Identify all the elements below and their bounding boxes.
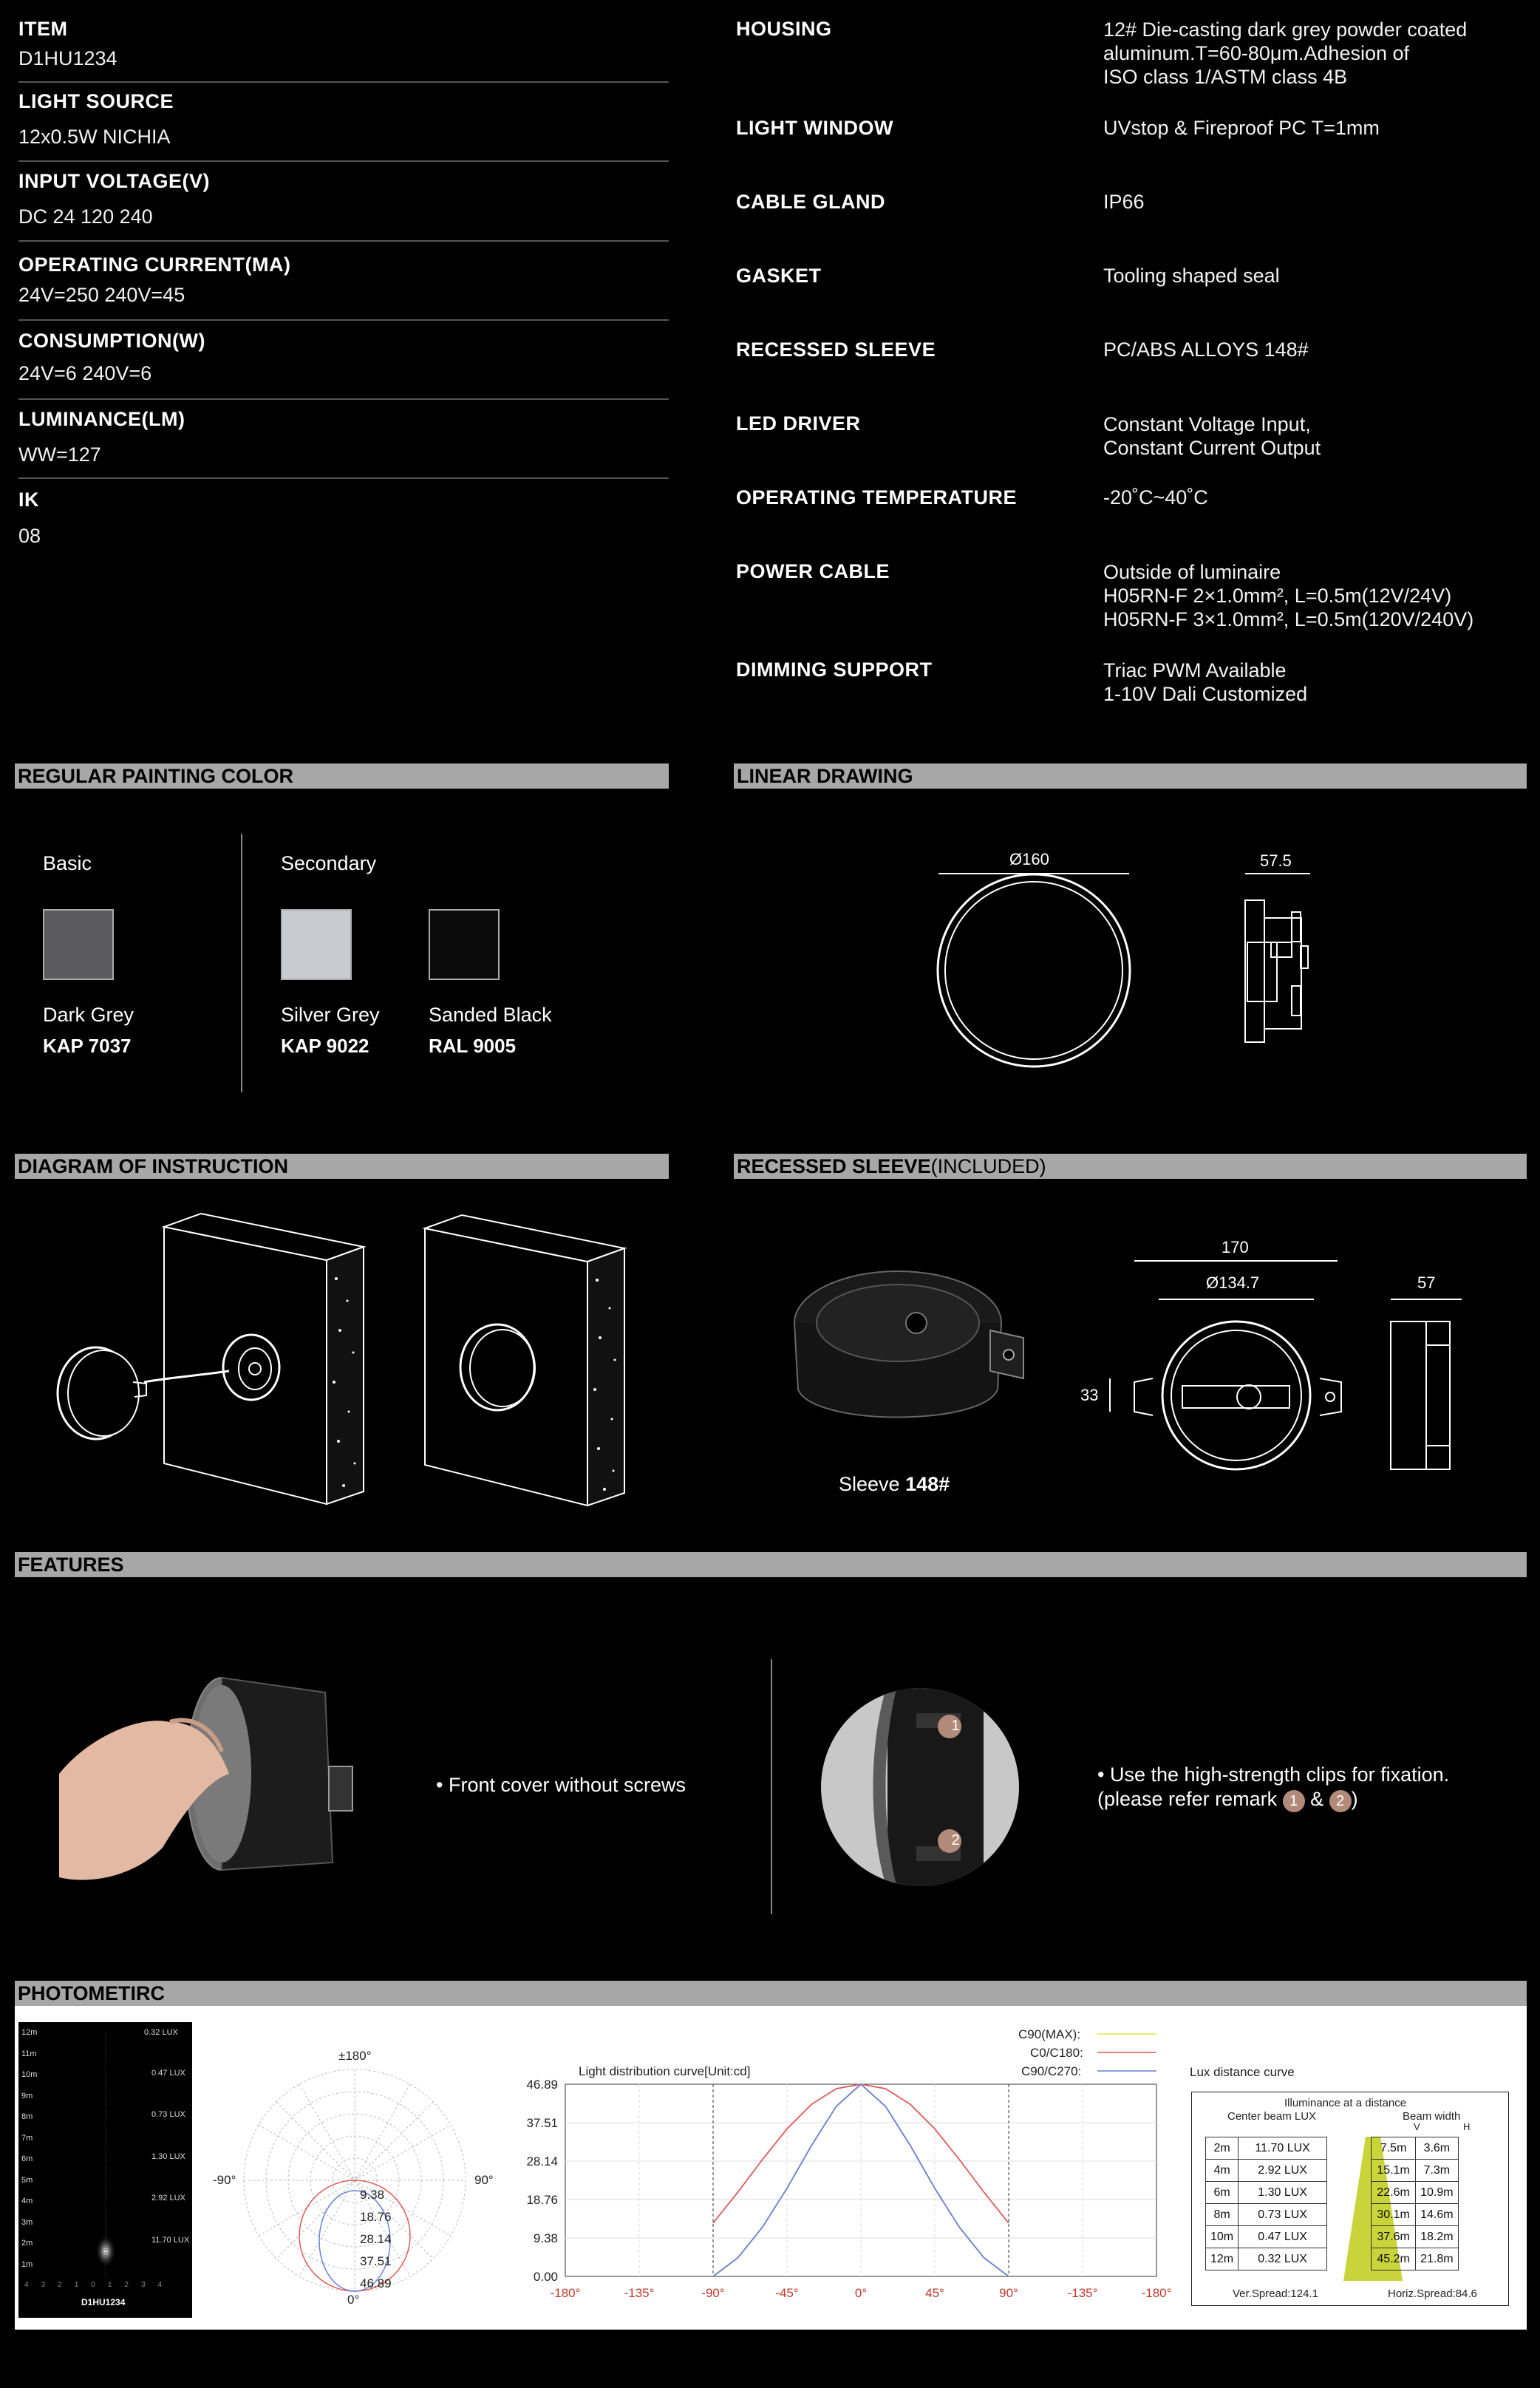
lux-table-row: [1206, 2182, 1459, 2204]
section-bar-painting: REGULAR PAINTING COLOR: [15, 763, 669, 789]
lux-cell-lux: 11.70 LUX: [1239, 2137, 1327, 2160]
spec-value-dimming-support: Triac PWM Available 1-10V Dali Customized: [1103, 659, 1308, 705]
lux-table-row: [1206, 2204, 1459, 2226]
section-bar-photometric: PHOTOMETIRC: [15, 1981, 1527, 2006]
spec-label-housing: HOUSING: [736, 18, 832, 40]
chart-y-tick: 9.38: [533, 2231, 558, 2245]
lux-table-row: [1206, 2137, 1459, 2160]
lux-map-value-4: 2.92 LUX: [151, 2194, 185, 2202]
spec-value-light-source: 12x0.5W NICHIA: [18, 126, 171, 148]
section-bar-linear: LINEAR DRAWING: [734, 763, 1527, 789]
lux-cell-gap: [1327, 2182, 1372, 2204]
polar-top: ±180°: [338, 2049, 372, 2063]
feature-clip-image: [817, 1684, 1023, 1891]
feature-hand-image: [59, 1663, 377, 1899]
lux-header-1: Illuminance at a distance: [1284, 2097, 1407, 2109]
lux-cell-d: 10m: [1206, 2226, 1239, 2248]
spec-value-gasket: Tooling shaped seal: [1103, 265, 1280, 287]
polar-ring-3: 37.51: [360, 2254, 392, 2268]
lux-cell-lux: 2.92 LUX: [1239, 2160, 1327, 2182]
lux-cell-h: 7.3m: [1416, 2160, 1458, 2182]
spec-label-dimming-support: DIMMING SUPPORT: [736, 659, 933, 681]
lux-cell-h: 18.2m: [1416, 2226, 1458, 2248]
polar-right: 90°: [474, 2173, 494, 2187]
lux-table-box: [1191, 2092, 1509, 2306]
linear-drawing: [916, 843, 1360, 1138]
remark-marker-1: 1: [1283, 1790, 1305, 1812]
lux-map-row-label: 3m: [21, 2217, 33, 2227]
chart-x-tick: -135°: [624, 2286, 655, 2300]
features-divider: [771, 1659, 772, 1914]
lux-cell-h: 10.9m: [1416, 2182, 1458, 2204]
spec-value-luminance: WW=127: [18, 443, 101, 466]
spec-label-ik: IK: [18, 489, 39, 511]
color-divider: [241, 834, 242, 1092]
swatch-code-silver-grey: KAP 9022: [281, 1035, 369, 1057]
sleeve-diameter: Ø134.7: [1206, 1273, 1260, 1292]
lux-table-row: [1206, 2248, 1459, 2270]
section-bar-sleeve: RECESSED SLEEVE(INCLUDED): [734, 1154, 1527, 1179]
lux-map-item: D1HU1234: [81, 2297, 126, 2307]
chart-x-tick: 90°: [999, 2286, 1018, 2300]
lux-header-center: Center beam LUX: [1227, 2110, 1317, 2123]
lux-cell-d: 4m: [1206, 2160, 1239, 2182]
lux-cell-d: 12m: [1206, 2248, 1239, 2270]
lux-map-row-label: 7m: [21, 2133, 33, 2143]
lux-cell-gap: [1327, 2160, 1372, 2182]
lux-map-row-label: 9m: [21, 2091, 33, 2100]
section-bar-instruction: DIAGRAM OF INSTRUCTION: [15, 1154, 669, 1179]
lux-cell-d: 8m: [1206, 2204, 1239, 2226]
lux-cell-gap: [1327, 2204, 1372, 2226]
lux-cell-v: 37.6m: [1372, 2226, 1416, 2248]
swatch-name-silver-grey: Silver Grey: [281, 1004, 380, 1026]
polar-ring-0: 9.38: [360, 2188, 385, 2202]
polar-left: -90°: [213, 2173, 236, 2187]
chart-x-tick: 45°: [925, 2286, 944, 2300]
spec-label-light-source: LIGHT SOURCE: [18, 90, 174, 112]
spec-value-recessed-sleeve: PC/ABS ALLOYS 148#: [1103, 339, 1309, 361]
chart-x-tick: -180°: [1141, 2286, 1172, 2300]
lux-cell-v: 7.5m: [1372, 2137, 1416, 2160]
lux-header-v: V: [1414, 2121, 1420, 2132]
spec-label-consumption: CONSUMPTION(W): [18, 330, 205, 352]
lux-cell-v: 30.1m: [1372, 2204, 1416, 2226]
lux-cell-lux: 0.47 LUX: [1239, 2226, 1327, 2248]
lux-hor-spread: Horiz.Spread:84.6: [1388, 2287, 1477, 2300]
spec-value-input-voltage: DC 24 120 240: [18, 205, 153, 228]
spec-value-light-window: UVstop & Fireproof PC T=1mm: [1103, 117, 1380, 139]
sleeve-height: 33: [1080, 1386, 1099, 1404]
lux-table-row: [1206, 2160, 1459, 2182]
feature-front-cover: • Front cover without screws: [436, 1774, 686, 1796]
spec-value-power-cable: Outside of luminaire H05RN-F 2×1.0mm², L=0.5m(12V/24V) H05RN-F 3×1.0mm², L=0.5m(120V/240V): [1103, 561, 1474, 630]
sleeve-illustration: [769, 1212, 1035, 1486]
lux-map-value-5: 11.70 LUX: [151, 2236, 190, 2245]
spec-label-cable-gland: CABLE GLAND: [736, 191, 885, 213]
chart-x-tick: -45°: [775, 2286, 799, 2300]
spec-value-ik: 08: [18, 525, 41, 547]
secondary-label: Secondary: [281, 852, 377, 874]
legend-swatches: [1097, 2025, 1160, 2077]
lux-cell-h: 21.8m: [1416, 2248, 1458, 2270]
lux-map-value-0: 0.32 LUX: [144, 2028, 178, 2037]
lux-cell-d: 6m: [1206, 2182, 1239, 2204]
linear-depth: 57.5: [1260, 851, 1292, 870]
chart-title: Light distribution curve[Unit:cd]: [579, 2064, 751, 2078]
lux-table: [1205, 2137, 1459, 2270]
legend-c90c270: C90/C270:: [1021, 2064, 1082, 2078]
lux-table-row: [1206, 2226, 1459, 2248]
polar-ring-2: 28.14: [360, 2232, 392, 2246]
lux-cell-v: 15.1m: [1372, 2160, 1416, 2182]
chart-x-tick: -90°: [701, 2286, 725, 2300]
spec-label-power-cable: POWER CABLE: [736, 560, 890, 582]
lux-map-xaxis: 432101234: [24, 2281, 175, 2289]
lux-map-row-label: 1m: [21, 2259, 33, 2269]
spec-label-operating-current: OPERATING CURRENT(MA): [18, 254, 291, 276]
spec-value-housing: 12# Die-casting dark grey powder coated aluminum.T=60-80μm.Adhesion of ISO class 1/ASTM class 4B: [1103, 18, 1468, 88]
chart-y-tick: 28.14: [526, 2154, 558, 2168]
swatch-silver-grey: [281, 909, 352, 980]
linear-diameter: Ø160: [1009, 850, 1049, 868]
swatch-sanded-black: [429, 909, 500, 980]
spec-label-luminance: LUMINANCE(LM): [18, 408, 185, 430]
spec-label-operating-temperature: OPERATING TEMPERATURE: [736, 486, 1018, 508]
lux-map-value-2: 0.73 LUX: [151, 2110, 185, 2119]
lux-map: [18, 2022, 192, 2318]
spec-label-item: ITEM: [18, 18, 68, 40]
spec-value-led-driver: Constant Voltage Input, Constant Current Output: [1103, 413, 1321, 459]
lux-cell-gap: [1327, 2137, 1372, 2160]
spec-value-consumption: 24V=6 240V=6: [18, 362, 152, 384]
lux-map-row-label: 11m: [21, 2049, 37, 2058]
chart-x-tick: 0°: [854, 2286, 868, 2300]
lux-cell-lux: 0.73 LUX: [1239, 2204, 1327, 2226]
lux-map-value-1: 0.47 LUX: [151, 2069, 185, 2078]
chart-x-tick: -135°: [1067, 2286, 1098, 2300]
lux-map-row-label: 8m: [21, 2112, 33, 2121]
legend-c0c180: C0/C180:: [1030, 2046, 1083, 2060]
lux-cell-v: 22.6m: [1372, 2182, 1416, 2204]
clip-marker-2: 2: [951, 1832, 960, 1848]
polar-bottom: 0°: [347, 2293, 360, 2307]
lux-table-title: Lux distance curve: [1190, 2065, 1295, 2079]
lux-map-row-label: 5m: [21, 2175, 33, 2185]
spec-label-gasket: GASKET: [736, 265, 822, 287]
sleeve-side: 57: [1417, 1273, 1436, 1292]
legend-c90max: C90(MAX):: [1018, 2027, 1081, 2041]
lux-cell-h: 3.6m: [1416, 2137, 1458, 2160]
spec-value-item: D1HU1234: [18, 47, 117, 69]
polar-ring-4: 46.89: [360, 2276, 392, 2290]
lux-map-row-label: 6m: [21, 2154, 33, 2163]
chart-y-tick: 37.51: [526, 2116, 558, 2130]
lux-map-row-label: 12m: [21, 2028, 38, 2037]
chart-x-tick: -180°: [550, 2286, 581, 2300]
lux-cell-d: 2m: [1206, 2137, 1239, 2160]
spec-label-recessed-sleeve: RECESSED SLEEVE: [736, 339, 936, 361]
lux-cell-lux: 0.32 LUX: [1239, 2248, 1327, 2270]
lux-map-row-label: 2m: [21, 2239, 33, 2248]
chart-y-tick: 46.89: [526, 2078, 558, 2092]
lux-map-row-label: 4m: [21, 2197, 33, 2205]
spec-label-light-window: LIGHT WINDOW: [736, 117, 893, 139]
clip-marker-1: 1: [951, 1718, 960, 1734]
spec-label-led-driver: LED DRIVER: [736, 412, 861, 435]
lux-ver-spread: Ver.Spread:124.1: [1233, 2287, 1318, 2300]
spec-value-cable-gland: IP66: [1103, 191, 1145, 213]
lux-header-h: H: [1463, 2121, 1471, 2132]
remark-marker-2: 2: [1329, 1790, 1352, 1812]
instruction-diagram: [44, 1212, 636, 1508]
swatch-name-dark-grey: Dark Grey: [43, 1004, 134, 1026]
section-bar-features: FEATURES: [15, 1552, 1527, 1577]
polar-diagram: [236, 2047, 473, 2299]
polar-ring-1: 18.76: [360, 2210, 392, 2224]
spec-value-operating-current: 24V=250 240V=45: [18, 284, 185, 306]
lux-cell-gap: [1327, 2248, 1372, 2270]
swatch-code-dark-grey: KAP 7037: [43, 1035, 132, 1057]
spec-label-input-voltage: INPUT VOLTAGE(V): [18, 170, 210, 192]
lux-cell-v: 45.2m: [1372, 2248, 1416, 2270]
swatch-code-sanded-black: RAL 9005: [429, 1035, 517, 1057]
sleeve-width: 170: [1222, 1238, 1249, 1256]
swatch-name-sanded-black: Sanded Black: [429, 1004, 552, 1026]
basic-label: Basic: [43, 852, 92, 874]
lux-cell-lux: 1.30 LUX: [1239, 2182, 1327, 2204]
chart-y-tick: 0.00: [533, 2270, 558, 2284]
lux-cell-gap: [1327, 2226, 1372, 2248]
lux-header-beam: Beam width: [1403, 2110, 1461, 2123]
lux-map-value-3: 1.30 LUX: [151, 2152, 185, 2161]
chart-y-tick: 18.76: [526, 2193, 558, 2207]
spec-value-operating-temperature: -20˚C~40˚C: [1103, 486, 1208, 508]
feature-clips-text: • Use the high-strength clips for fixation. (please refer remark 1 & 2 ): [1097, 1763, 1449, 1812]
light-distribution-chart: [517, 2078, 1172, 2306]
sleeve-caption: Sleeve 148#: [839, 1473, 950, 1495]
lux-map-row-label: 10m: [21, 2070, 38, 2079]
swatch-dark-grey: [43, 909, 114, 980]
lux-cell-h: 14.6m: [1416, 2204, 1458, 2226]
